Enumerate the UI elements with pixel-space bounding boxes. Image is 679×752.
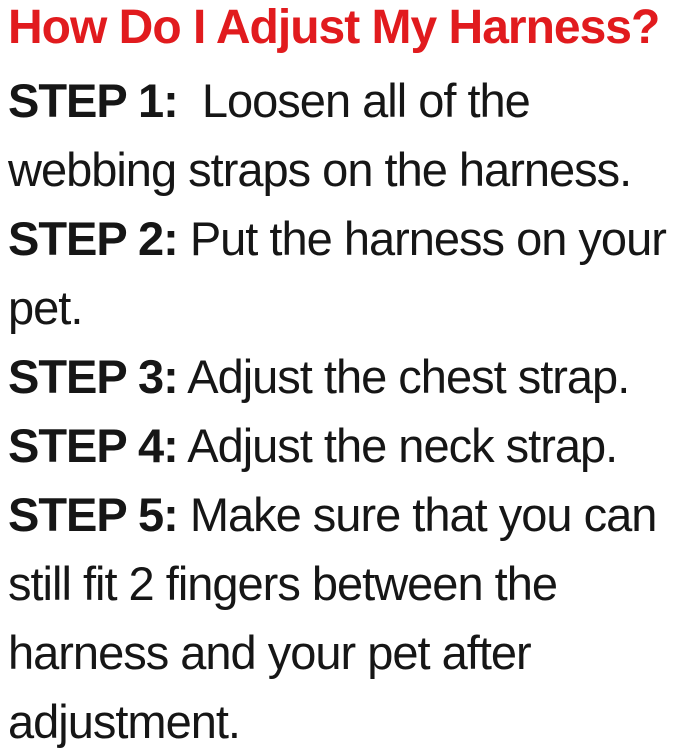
step-3 (8, 342, 675, 411)
page-title: How Do I Adjust My Harness? (8, 1, 660, 54)
step-2 (8, 204, 675, 342)
step-1 (8, 66, 675, 204)
step-4-text: Adjust the neck strap. (177, 419, 618, 472)
step-5-label: STEP 5: (8, 488, 178, 541)
step-3-text: Adjust the chest strap. (177, 350, 630, 403)
step-4-label: STEP 4: (8, 419, 178, 472)
step-2-text: Put the harness on your pet. (8, 212, 666, 334)
step-5 (8, 480, 675, 752)
step-2-label: STEP 2: (8, 212, 178, 265)
step-4 (8, 411, 675, 480)
step-1-label: STEP 1: (8, 74, 178, 127)
step-3-label: STEP 3: (8, 350, 178, 403)
step-5-text: Make sure that you can still fit 2 fingers between the harness and your pet after adjustment. (8, 488, 657, 748)
step-1-text: Loosen all of the webbing straps on the harness. (8, 74, 632, 196)
steps-list (8, 66, 675, 752)
